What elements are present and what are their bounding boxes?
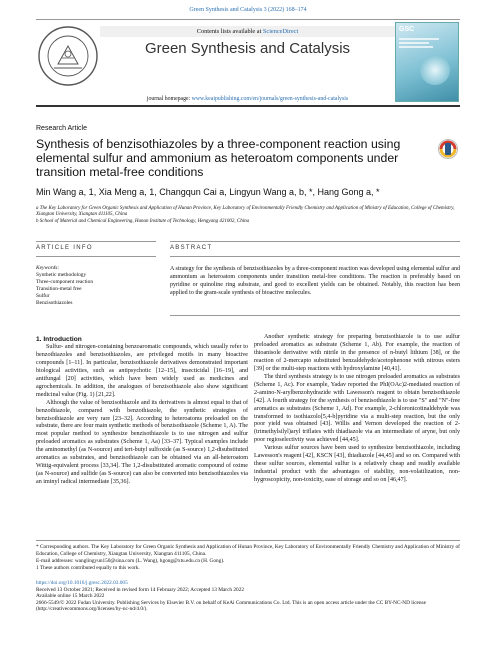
- introduction-heading: 1. Introduction: [36, 336, 82, 343]
- footnote-rule: [36, 540, 460, 541]
- abstract-text: A strategy for the synthesis of benzisothiazoles by a three-component reaction was developed using elemental sulfur and ammonium as heteroatom components under transition metal-free conditions. The reaction is preferably based on pyridine or quinoline ring substrate, and good to excellent yields can be obtained. Notably, this reaction has been applied to the gram-scale synthesis of bioactive molecules.: [170, 266, 460, 296]
- sciencedirect-link[interactable]: ScienceDirect: [262, 28, 299, 35]
- doi-link[interactable]: https://doi.org/10.1016/j.gresc.2022.03.005: [36, 580, 128, 586]
- abstract-rule-2: [170, 256, 460, 257]
- corresponding-author-note: * Corresponding authors. The Key Laboratory for Green Organic Synthesis and Application of Hunan Province, Key Laboratory of Environmentally Friendly Chemistry and Application of Ministry of Education, College of Chemistry, Xiangtan University, Xiangtan 411105, China.: [36, 544, 460, 557]
- journal-citation[interactable]: Green Synthesis and Catalysis 3 (2022) 168–174: [189, 7, 307, 13]
- keyword-item: Synthetic methodology: [36, 272, 87, 278]
- cover-label: GSC: [399, 26, 415, 33]
- keyword-item: Three-component reaction: [36, 279, 94, 285]
- check-for-updates-icon[interactable]: [437, 138, 459, 164]
- article-title: Synthesis of benzisothiazoles by a three-component reaction using elemental sulfur and ammonium as heteroatom components under transition metal-free conditions: [36, 137, 401, 179]
- affiliation-a: a The Key Laboratory for Green Organic Synthesis and Application of Hunan Province, Key Laboratory of Environmentally Friendly Chemistry and Application of Ministry of Education, College of Chemistry, Xiangtan University, Xiangtan 411105, China: [36, 206, 455, 218]
- abstract-heading: ABSTRACT: [170, 245, 213, 251]
- body-paragraph: Although the value of benzisothiazole and its derivatives is almost equal to that of benzothiazole, compared with benzothiazole, the synthetic strategies of benzisothiazole are very rare [23–32]. According to heteroatoms preloaded on the substrate, there are four main synthetic methods of benzisothiazole (Scheme 1, A). The most popular method to synthesize benzisothiazole is to use nitrogen and sulfur preloaded aromatics as substrates (Scheme 1, Aa) [33–37]. Typical examples include the aminomethyl (as N-source) and tert-butyl sulfoxide (as S-source) 1,2-disubstituted aromatics as substrates, and benzisothiazole can be obtained via an all-heteroatom Wittig-equivalent process [33,34]. The 1,2-disubstituted aromatic compound of oxime (as N-source) and sulfide (as S-source) can also be converted into benzisothiazoles via an iminyl radical intermediate [35,36].: [36, 399, 248, 486]
- equal-contribution-note: 1 These authors contributed equally to this work.: [36, 565, 140, 571]
- journal-homepage: journal homepage: www.keaipublishing.com/en/journals/green-synthesis-and-catalysis: [146, 96, 349, 102]
- keyword-item: Sulfur: [36, 293, 50, 299]
- author-list: Min Wang a, 1, Xia Meng a, 1, Changqun Cai a, Lingyun Wang a, b, *, Hang Gong a, *: [36, 187, 380, 197]
- email-note[interactable]: E-mail addresses: wanglingyun150@sina.com (L. Wang), hgong@xtu.edu.cn (H. Gong).: [36, 558, 225, 564]
- university-seal-logo: [36, 24, 100, 88]
- keyword-item: Benzisothiazoles: [36, 300, 73, 306]
- abstract-bottom-rule: [170, 315, 460, 316]
- right-column: [254, 334, 460, 485]
- body-paragraph: The third synthesis strategy is to use nitrogen preloaded aromatics as substrates (Scheme 1, Ac). For example, Yadav reported the PhI(OAc)2-mediated reaction of 2-amino-N-arylbenzohydrazide with Lawesson's reagent to obtain benzisothiazole [42]. A fourth strategy for the synthesis of benzisothiazole is to use "S" and "N"-free aromatics as substrates (Scheme 1, Ad). For example, 2-chloronicotinaldehyde was transformed to isothiazolo[5,4-b]pyridine via a multi-step reaction, but the only poor yield was obtained [43]. Willis and Vernon developed the reaction of 2-(trimethylsilyl)aryl triflates with thiadiazole via an intermediate of aryne, but only poor regioselectivity was achieved [44,45].: [254, 373, 460, 444]
- body-paragraph: Various sulfur sources have been used to synthesize benzisothiazole, including Lawesson's reagent [42], KSCN [43], thiadiazole [44,45] and so on. Compared with these sulfur sources, elemental sulfur is a relatively cheap and readily available industrial product with the advantages of stability, non-volatilization, non-hygroscopicity, non-toxicity, ease of storage and so on [46,47].: [254, 445, 460, 484]
- contents-line: Contents lists available at ScienceDirect: [100, 26, 395, 37]
- journal-name: Green Synthesis and Catalysis: [144, 40, 351, 57]
- abstract-rule: [170, 241, 460, 242]
- cover-graphic: [420, 55, 450, 85]
- received-dates: Received 13 October 2021; Received in revised form 14 February 2022; Accepted 13 March 2022: [36, 586, 244, 593]
- keywords-label: Keywords:: [36, 265, 60, 271]
- article-type: Research Article: [36, 125, 87, 132]
- homepage-link[interactable]: www.keaipublishing.com/en/journals/green-synthesis-and-catalysis: [191, 96, 349, 102]
- article-info-heading: ARTICLE INFO: [36, 245, 93, 251]
- cover-decoration: [399, 38, 439, 50]
- left-column: [36, 336, 248, 487]
- license-text[interactable]: 2666-5549/© 2022 Fudan University. Publishing Services by Elsevier B.V. on behalf of KeAi Communications Co. Ltd. This is an open access article under the CC BY-NC-ND license (http://creativecommons.org/licenses/by-nc-nd/4.0/).: [36, 599, 426, 613]
- publication-info: [36, 580, 460, 613]
- body-paragraph: Another synthetic strategy for preparing benzisothiazole is to use sulfur preloaded aromatics as substrate (Scheme 1, Ab). For example, the reaction of thioanisole derivative with nitrile in the presence of n-butyl lithium [38], or the reaction of 2-mercapto substituted benzaldehyde/acetophenone with nitrous esters [39] or the multi-step reactions with hydroxylamine [40,41].: [254, 334, 460, 372]
- affiliation-b: b School of Material and Chemical Engineering, Hunan Institute of Technology, Hengyang 421002, China: [36, 219, 250, 224]
- keyword-item: Transition-metal free: [36, 286, 82, 292]
- body-paragraph: Sulfur- and nitrogen-containing benzoaromatic compounds, which usually refer to benzothiazoles and benzisothiazoles, are privileged motifs in many bioactive compounds [1–11]. In particular, benzisothiazole derivatives demonstrated important biological activities, such as antipsychotic [12–15], insecticidal [16–19], and antifungal [20] activities, which have been widely used as medicines and agrochemicals. In addition, the analogues of benzisothiazole also show significant medicinal value (Fig. 1) [21,22].: [36, 343, 248, 398]
- available-online: Available online 15 March 2022: [36, 593, 105, 600]
- article-info-rule: [36, 241, 156, 242]
- article-info-rule-2: [36, 256, 156, 257]
